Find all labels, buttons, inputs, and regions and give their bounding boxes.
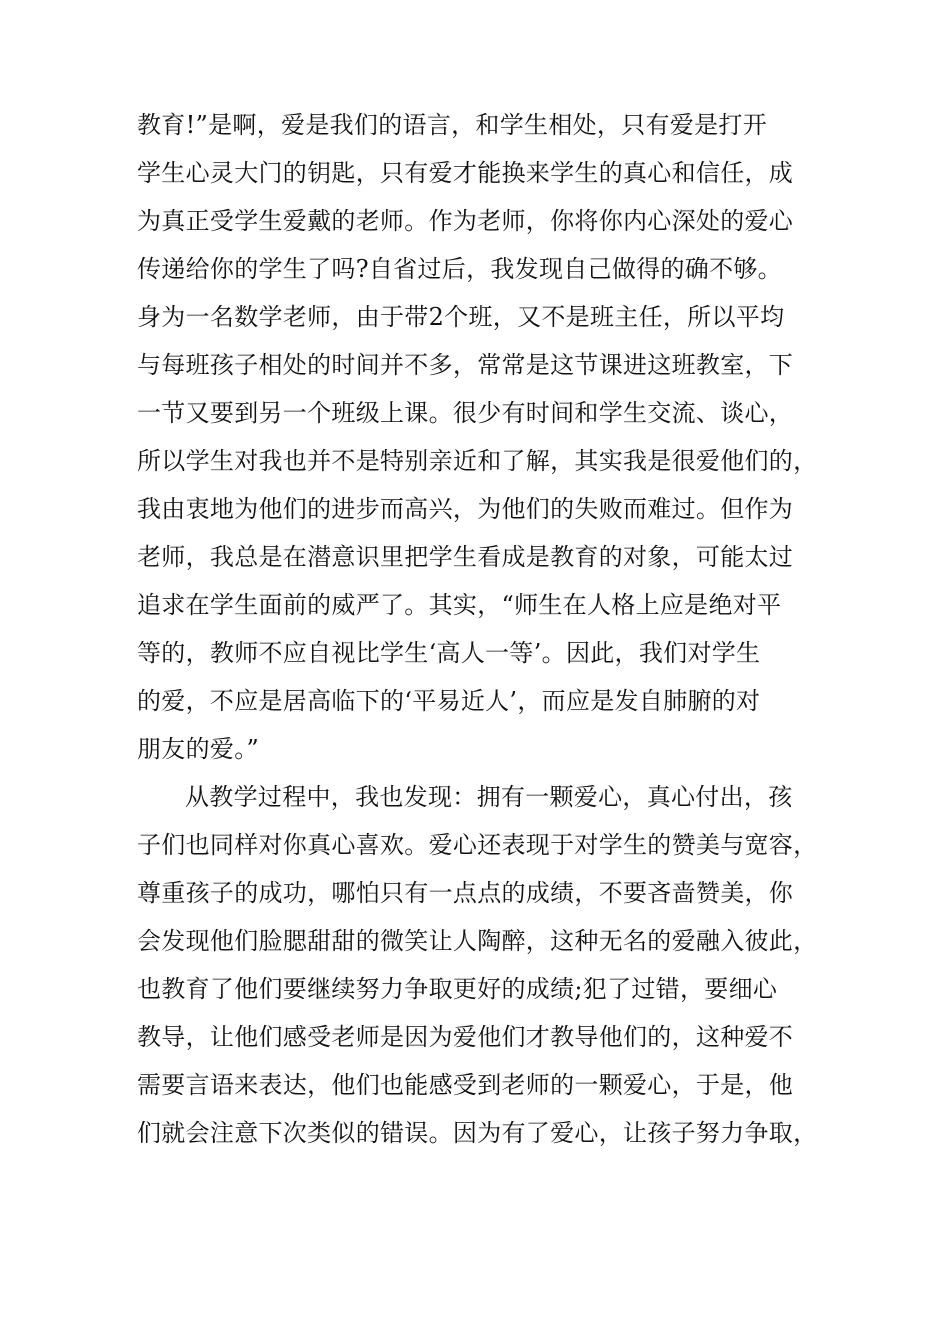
- text-line: 从教学过程中，我也发现：拥有一颗爱心，真心付出，孩: [185, 783, 793, 811]
- text-line: 们就会注意下次类似的错误。因为有了爱心，让孩子努力争取，: [137, 1119, 818, 1147]
- text-line: 需要言语来表达，他们也能感受到老师的一颗爱心，于是，他: [137, 1071, 794, 1099]
- text-line: 传递给你的学生了吗?自省过后，我发现自己做得的确不够。: [137, 255, 782, 283]
- text-line: 教导，让他们感受老师是因为爱他们才教导他们的，这种爱不: [137, 1023, 794, 1051]
- text-line: 教育!”是啊，爱是我们的语言，和学生相处，只有爱是打开: [137, 111, 768, 139]
- text-line: 身为一名数学老师，由于带2个班，又不是班主任，所以平均: [137, 303, 785, 331]
- text-line: 我由衷地为他们的进步而高兴，为他们的失败而难过。但作为: [137, 495, 794, 523]
- text-line: 子们也同样对你真心喜欢。爱心还表现于对学生的赞美与宽容，: [137, 831, 818, 859]
- text-line: 学生心灵大门的钥匙，只有爱才能换来学生的真心和信任，成: [137, 159, 794, 187]
- text-line: 的爱，不应是居高临下的‘平易近人’，而应是发自肺腑的对: [137, 687, 761, 715]
- text-line: 也教育了他们要继续努力争取更好的成绩;犯了过错，要细心: [137, 975, 778, 1003]
- text-line: 等的，教师不应自视比学生‘高人一等’。因此，我们对学生: [137, 639, 761, 667]
- body-text: [137, 101, 837, 1157]
- text-line: 与每班孩子相处的时间并不多，常常是这节课进这班教室，下: [137, 351, 794, 379]
- text-line: 为真正受学生爱戴的老师。作为老师，你将你内心深处的爱心: [137, 207, 794, 235]
- text-line: 所以学生对我也并不是特别亲近和了解，其实我是很爱他们的，: [137, 447, 818, 475]
- text-line: 朋友的爱。”: [137, 735, 260, 763]
- paragraph: [137, 101, 837, 773]
- text-line: 会发现他们脸腮甜甜的微笑让人陶醉，这种无名的爱融入彼此，: [137, 927, 818, 955]
- text-line: 尊重孩子的成功，哪怕只有一点点的成绩，不要吝啬赞美，你: [137, 879, 794, 907]
- text-line: 追求在学生面前的威严了。其实，“师生在人格上应是绝对平: [137, 591, 782, 619]
- text-line: 老师，我总是在潜意识里把学生看成是教育的对象，可能太过: [137, 543, 794, 571]
- paragraph: [137, 773, 837, 1157]
- text-line: 一节又要到另一个班级上课。很少有时间和学生交流、谈心，: [137, 399, 794, 427]
